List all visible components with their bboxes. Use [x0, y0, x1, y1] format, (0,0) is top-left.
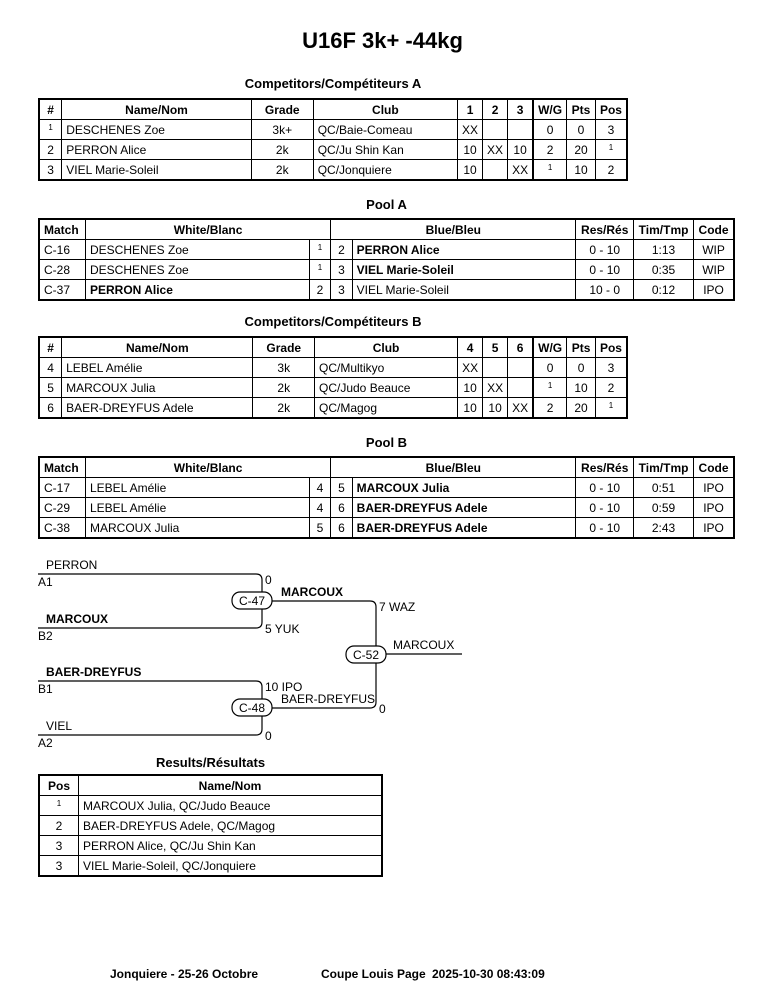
col-header: 1 [458, 99, 483, 120]
cell: C-37 [39, 280, 85, 301]
col-header: Pos [39, 775, 79, 796]
footer-location: Jonquiere - 25-26 Octobre [110, 967, 259, 981]
col-header: Pos [595, 99, 627, 120]
bracket-a2-seed: A2 [38, 736, 53, 750]
cell: 0 [567, 120, 596, 140]
cell: PERRON Alice [352, 240, 576, 260]
col-header: Club [315, 337, 458, 358]
c47-bottom-score: 5 YUK [265, 622, 300, 636]
match-c52-label: C-52 [352, 648, 379, 662]
bracket-b2-seed: B2 [38, 629, 53, 643]
cell: 0:59 [634, 498, 694, 518]
cell: C-16 [39, 240, 85, 260]
cell: 4 [309, 498, 330, 518]
col-header: Pos [595, 337, 627, 358]
cell: IPO [694, 478, 734, 498]
cell: 3k+ [251, 120, 313, 140]
col-header: Res/Rés [576, 457, 634, 478]
cell: 3 [331, 260, 352, 280]
table-row [39, 816, 382, 836]
cell: MARCOUX Julia [352, 478, 576, 498]
cell: XX [458, 358, 483, 378]
col-header: Code [694, 219, 734, 240]
cell: LEBEL Amélie [85, 498, 309, 518]
footer-event: Coupe Louis Page [321, 967, 426, 981]
cell: DESCHENES Zoe [85, 260, 309, 280]
cell: DESCHENES Zoe [85, 240, 309, 260]
cell: 1 [309, 240, 330, 260]
cell: 1 [533, 160, 567, 181]
col-header: Club [313, 99, 457, 120]
cell: 4 [309, 478, 330, 498]
cell: 1 [595, 140, 627, 160]
cell: LEBEL Amélie [85, 478, 309, 498]
cell: 10 [458, 398, 483, 419]
cell: 1 [533, 378, 567, 398]
c52-top-score: 7 WAZ [379, 600, 416, 614]
col-header: Blue/Bleu [331, 457, 576, 478]
cell: 10 - 0 [576, 280, 634, 301]
col-header: 2 [483, 99, 508, 120]
cell: 5 [309, 518, 330, 539]
cell: 2 [39, 816, 79, 836]
cell: 0 - 10 [576, 498, 634, 518]
table-row [39, 796, 382, 816]
bracket-a1-name: PERRON [46, 558, 98, 572]
cell: 6 [331, 518, 352, 539]
cell: 1:13 [634, 240, 694, 260]
cell: PERRON Alice [85, 280, 309, 301]
cell: 6 [331, 498, 352, 518]
col-header: White/Blanc [85, 219, 330, 240]
cell: 0 - 10 [576, 478, 634, 498]
match-c48-label: C-48 [238, 701, 265, 715]
pool-a-heading: Pool A [366, 197, 407, 212]
cell: 3 [39, 836, 79, 856]
col-header: 5 [483, 337, 508, 358]
bracket-b1-name: BAER-DREYFUS [46, 665, 142, 679]
col-header: Tim/Tmp [634, 457, 694, 478]
cell: WIP [694, 240, 734, 260]
cell: 10 [567, 378, 596, 398]
c52-bottom-score: 0 [379, 702, 386, 716]
cell: 2 [595, 160, 627, 181]
cell: 2:43 [634, 518, 694, 539]
col-header: W/G [533, 99, 567, 120]
cell: QC/Magog [315, 398, 458, 419]
cell: VIEL Marie-Soleil [352, 260, 576, 280]
footer-timestamp: 2025-10-30 08:43:09 [432, 967, 545, 981]
col-header: Res/Rés [576, 219, 634, 240]
cell: QC/Judo Beauce [315, 378, 458, 398]
cell: IPO [694, 518, 734, 539]
competitors-a-heading: Competitors/Compétiteurs A [244, 76, 422, 91]
col-header: W/G [533, 337, 567, 358]
col-header: Match [39, 457, 85, 478]
col-header: Grade [253, 337, 315, 358]
cell: XX [483, 378, 508, 398]
cell: 20 [567, 398, 596, 419]
cell: 5 [331, 478, 352, 498]
cell: QC/Baie-Comeau [313, 120, 457, 140]
cell: 10 [458, 140, 483, 160]
col-header: # [39, 99, 62, 120]
cell: 2 [309, 280, 330, 301]
cell: BAER-DREYFUS Adele [352, 518, 576, 539]
cell: 2 [595, 378, 627, 398]
cell: 10 [508, 140, 534, 160]
cell: PERRON Alice, QC/Ju Shin Kan [79, 836, 383, 856]
cell: C-28 [39, 260, 85, 280]
cell: 2 [533, 398, 567, 419]
col-header: 6 [508, 337, 534, 358]
cell: 20 [567, 140, 596, 160]
cell: MARCOUX Julia, QC/Judo Beauce [79, 796, 383, 816]
pool-b-heading: Pool B [365, 435, 408, 450]
cell: QC/Multikyo [315, 358, 458, 378]
cell: 0 [567, 358, 596, 378]
cell: C-29 [39, 498, 85, 518]
cell: BAER-DREYFUS Adele, QC/Magog [79, 816, 383, 836]
c47-winner: MARCOUX [281, 585, 343, 599]
cell: QC/Jonquiere [313, 160, 457, 181]
col-header: Name/Nom [79, 775, 383, 796]
cell: 10 [567, 160, 596, 181]
col-header: Name/Nom [62, 337, 253, 358]
cell: BAER-DREYFUS Adele [62, 398, 253, 419]
col-header: White/Blanc [85, 457, 330, 478]
competitors-b-heading: Competitors/Compétiteurs B [244, 314, 422, 329]
cell: 3 [331, 280, 352, 301]
col-header: Code [694, 457, 734, 478]
cell: 2 [533, 140, 567, 160]
table-row [39, 836, 382, 856]
results-heading: Results/Résultats [155, 755, 266, 770]
cell: 4 [39, 358, 62, 378]
cell: 10 [458, 378, 483, 398]
final-winner: MARCOUX [393, 638, 455, 652]
cell: 0:51 [634, 478, 694, 498]
cell: PERRON Alice [62, 140, 252, 160]
cell: 0 [533, 358, 567, 378]
cell: VIEL Marie-Soleil [62, 160, 252, 181]
cell: 2k [251, 140, 313, 160]
cell: C-17 [39, 478, 85, 498]
col-header: Name/Nom [62, 99, 252, 120]
cell: IPO [694, 280, 734, 301]
col-header: # [39, 337, 62, 358]
bracket-a1-seed: A1 [38, 575, 53, 589]
cell: IPO [694, 498, 734, 518]
cell: 2k [253, 378, 315, 398]
cell: 0 [533, 120, 567, 140]
col-header: Pts [567, 337, 596, 358]
bracket-a2-name: VIEL [46, 719, 73, 733]
cell: 1 [309, 260, 330, 280]
cell: XX [458, 120, 483, 140]
col-header: Tim/Tmp [634, 219, 694, 240]
cell: 10 [483, 398, 508, 419]
cell: 2 [39, 140, 62, 160]
cell: 0:12 [634, 280, 694, 301]
cell: XX [483, 140, 508, 160]
cell: 1 [39, 120, 62, 140]
col-header: Match [39, 219, 85, 240]
bracket-b2-name: MARCOUX [46, 612, 108, 626]
col-header: 4 [458, 337, 483, 358]
cell: 1 [39, 796, 79, 816]
cell: 3 [595, 358, 627, 378]
cell: 3 [39, 856, 79, 877]
c48-top-score: 10 IPO [265, 680, 303, 694]
cell: 0 - 10 [576, 518, 634, 539]
cell: QC/Ju Shin Kan [313, 140, 457, 160]
cell: 2k [251, 160, 313, 181]
cell: 0 - 10 [576, 260, 634, 280]
cell: 10 [458, 160, 483, 181]
match-c47-label: C-47 [238, 594, 265, 608]
bracket-b1-seed: B1 [38, 682, 53, 696]
col-header: Grade [251, 99, 313, 120]
cell: 1 [595, 398, 627, 419]
cell: BAER-DREYFUS Adele [352, 498, 576, 518]
cell: VIEL Marie-Soleil [352, 280, 576, 301]
cell: 3k [253, 358, 315, 378]
cell: LEBEL Amélie [62, 358, 253, 378]
cell: 2 [331, 240, 352, 260]
c48-winner: BAER-DREYFUS [281, 692, 376, 706]
cell: MARCOUX Julia [85, 518, 309, 539]
cell: 5 [39, 378, 62, 398]
table-row [39, 856, 382, 877]
col-header: Blue/Bleu [331, 219, 576, 240]
cell: 3 [595, 120, 627, 140]
col-header: 3 [508, 99, 534, 120]
page-title: U16F 3k+ -44kg [302, 28, 463, 53]
cell: WIP [694, 260, 734, 280]
cell: XX [508, 160, 534, 181]
cell: 0 - 10 [576, 240, 634, 260]
cell: DESCHENES Zoe [62, 120, 252, 140]
cell: 0:35 [634, 260, 694, 280]
cell: 6 [39, 398, 62, 419]
cell: 3 [39, 160, 62, 181]
cell: XX [508, 398, 534, 419]
results-table [38, 774, 383, 877]
cell: 2k [253, 398, 315, 419]
c48-bottom-score: 0 [265, 729, 272, 743]
col-header: Pts [567, 99, 596, 120]
cell: C-38 [39, 518, 85, 539]
cell: MARCOUX Julia [62, 378, 253, 398]
c47-top-score: 0 [265, 573, 272, 587]
cell: VIEL Marie-Soleil, QC/Jonquiere [79, 856, 383, 877]
